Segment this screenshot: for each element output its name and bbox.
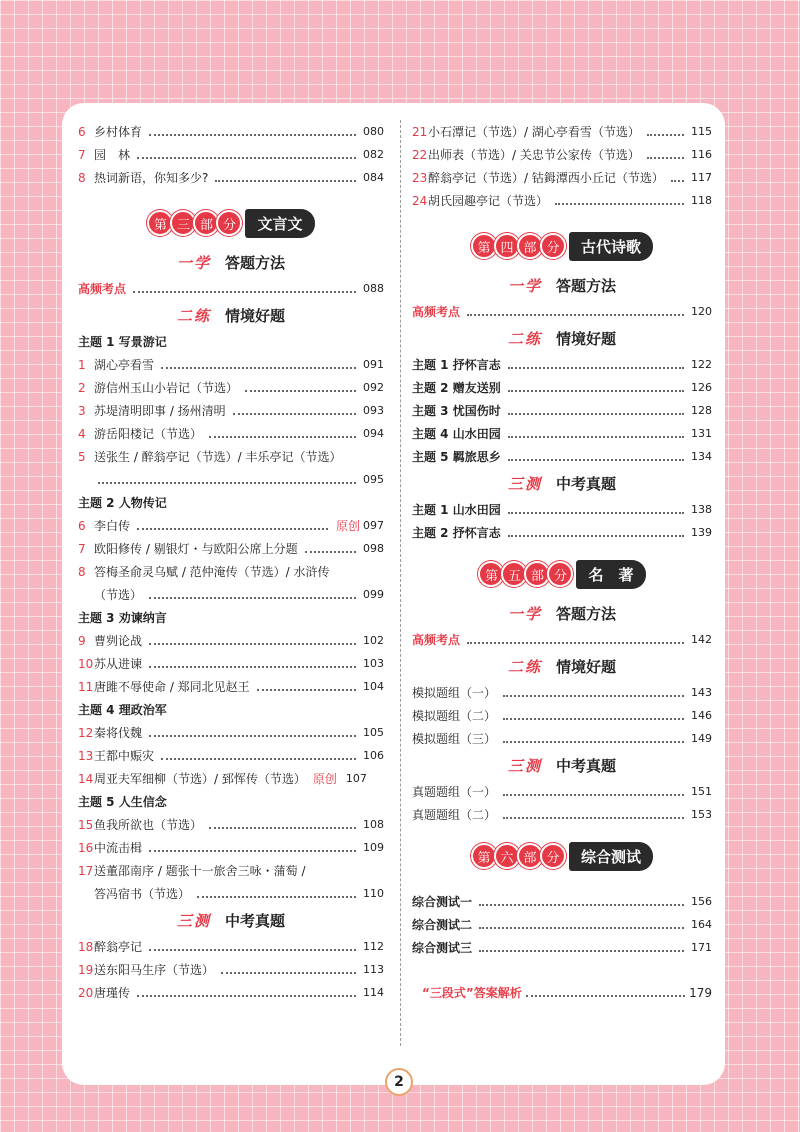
toc-entry[interactable]: 主题 1 山水田园 138 [412,502,712,517]
section-heading: 三测 中考真题 [507,756,617,775]
toc-entry-hot[interactable]: 高频考点 120 [412,304,712,319]
theme-heading: 主题 5 人生信念 [78,794,167,809]
toc-entry-continued[interactable]: （节选） 099 [94,587,384,602]
page-number: 2 [385,1068,413,1096]
toc-entry[interactable]: 11 唐雎不辱使命 / 郑同北见赵王 104 [78,679,384,694]
toc-entry[interactable]: 主题 2 赠友送别 126 [412,380,712,395]
toc-entry[interactable]: 1 湖心亭看雪 091 [78,357,384,372]
original-badge: 原创 [312,771,337,786]
part-title: 文言文 [245,209,314,238]
toc-entry[interactable]: 3 苏堤清明即事 / 扬州清明 093 [78,403,384,418]
theme-heading: 主题 2 人物传记 [78,495,167,510]
toc-entry[interactable]: 7 欧阳修传 / 剔银灯・与欧阳公席上分题 098 [78,541,384,556]
toc-entry[interactable]: 20 唐瑾传 114 [78,985,384,1000]
theme-heading: 主题 1 写景游记 [78,334,167,349]
toc-entry[interactable]: 10 苏从进谏 103 [78,656,384,671]
toc-entry[interactable]: 9 曹刿论战 102 [78,633,384,648]
theme-heading: 主题 3 劝谏纳言 [78,610,167,625]
toc-entry[interactable]: 主题 4 山水田园 131 [412,426,712,441]
toc-entry[interactable]: 真题题组（二） 153 [412,807,712,822]
part5-banner: 第 五 部 分 名 著 [412,554,712,594]
toc-entry[interactable]: 21 小石潭记（节选）/ 湖心亭看雪（节选） 115 [412,124,712,139]
toc-entry[interactable]: 综合测试二 164 [412,917,712,932]
toc-entry[interactable]: 14 周亚夫军细柳（节选）/ 郅恽传（节选） 原创 107 [78,771,367,786]
toc-entry[interactable]: 17 送董邵南序 / 题张十一旅舍三咏・蒲萄 / [78,863,306,878]
answers-entry[interactable]: “三段式”答案解析 179 [422,985,712,1000]
original-badge: 原创 [335,518,360,533]
part-title: 综合测试 [569,842,653,871]
toc-entry-continued[interactable]: 095 [78,468,384,491]
toc-entry[interactable]: 2 游信州玉山小岩记（节选） 092 [78,380,384,395]
part3-banner: 第 三 部 分 文言文 [78,203,384,243]
toc-entry[interactable]: 模拟题组（二） 146 [412,708,712,723]
toc-entry[interactable]: 8 热词新语，你知多少? 084 [78,170,384,185]
toc-entry-hot[interactable]: 高频考点 088 [78,281,384,296]
toc-entry[interactable]: 综合测试三 171 [412,940,712,955]
toc-entry[interactable]: 24 胡氏园趣亭记（节选） 118 [412,193,712,208]
section-heading: 三测 中考真题 [176,911,286,930]
section-heading: 二练 情境好题 [176,306,286,325]
toc-entry[interactable]: 综合测试一 156 [412,894,712,909]
toc-entry-hot[interactable]: 高频考点 142 [412,632,712,647]
toc-entry[interactable]: 18 醉翁亭记 112 [78,939,384,954]
toc-entry[interactable]: 主题 2 抒怀言志 139 [412,525,712,540]
part6-banner: 第 六 部 分 综合测试 [412,836,712,876]
part-title: 古代诗歌 [569,232,653,261]
toc-entry[interactable]: 主题 3 忧国伤时 128 [412,403,712,418]
section-heading: 三测 中考真题 [507,474,617,493]
toc-entry[interactable]: 模拟题组（三） 149 [412,731,712,746]
toc-entry[interactable]: 主题 1 抒怀言志 122 [412,357,712,372]
toc-entry[interactable]: 12 秦将伐魏 105 [78,725,384,740]
section-heading: 一学 答题方法 [507,604,617,623]
section-heading: 二练 情境好题 [507,657,617,676]
section-heading: 二练 情境好题 [507,329,617,348]
toc-entry[interactable]: 16 中流击楫 109 [78,840,384,855]
toc-entry[interactable]: 主题 5 羁旅思乡 134 [412,449,712,464]
toc-entry[interactable]: 23 醉翁亭记（节选）/ 钴鉧潭西小丘记（节选） 117 [412,170,712,185]
part-title: 名 著 [576,560,645,589]
section-heading: 一学 答题方法 [507,276,617,295]
toc-entry[interactable]: 7 园 林 082 [78,147,384,162]
theme-heading: 主题 4 理政治军 [78,702,167,717]
part4-banner: 第 四 部 分 古代诗歌 [412,226,712,266]
section-heading: 一学 答题方法 [176,253,286,272]
toc-entry[interactable]: 13 王都中赈灾 106 [78,748,384,763]
toc-entry[interactable]: 6 乡村体育 080 [78,124,384,139]
toc-entry[interactable]: 4 游岳阳楼记（节选） 094 [78,426,384,441]
toc-entry[interactable]: 6 李白传 原创 097 [78,518,384,533]
toc-entry[interactable]: 8 答梅圣俞灵乌赋 / 范仲淹传（节选）/ 水浒传 [78,564,330,579]
column-divider [400,120,401,1046]
left-column [78,120,384,1004]
toc-entry[interactable]: 5 送张生 / 醉翁亭记（节选）/ 丰乐亭记（节选） [78,449,342,464]
toc-entry[interactable]: 19 送东阳马生序（节选） 113 [78,962,384,977]
toc-entry-continued[interactable]: 答冯宿书（节选） 110 [94,886,384,901]
toc-entry[interactable]: 模拟题组（一） 143 [412,685,712,700]
toc-entry[interactable]: 15 鱼我所欲也（节选） 108 [78,817,384,832]
toc-entry[interactable]: 22 出师表（节选）/ 关忠节公家传（节选） 116 [412,147,712,162]
right-column [412,120,712,1004]
toc-entry[interactable]: 真题题组（一） 151 [412,784,712,799]
